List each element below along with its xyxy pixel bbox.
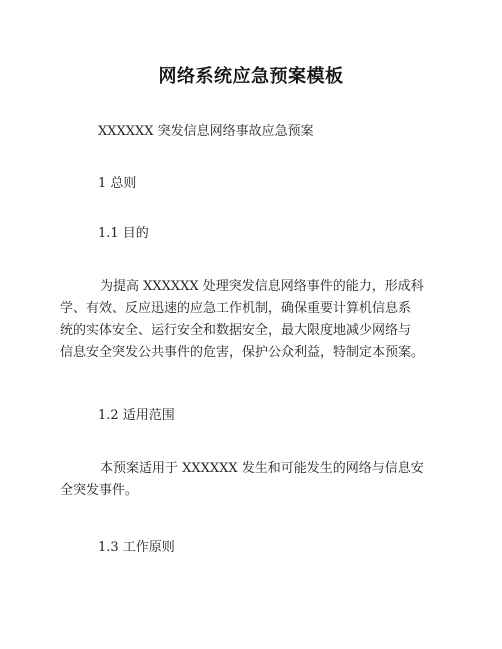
paragraph-line: 统的实体安全、运行安全和数据安全，最大限度地减少网络与 (60, 323, 412, 338)
section-heading-scope: 1.2 适用范围 (98, 408, 175, 423)
section-heading-principles: 1.3 工作原则 (98, 540, 175, 555)
paragraph-line: 本预案适用于 XXXXXX 发生和可能发生的网络与信息安 (100, 461, 424, 476)
paragraph-purpose (60, 276, 460, 364)
paragraph-line: 信息安全突发公共事件的危害，保护公众利益，特制定本预案。 (60, 345, 425, 360)
section-heading-general: 1 总则 (98, 176, 137, 191)
paragraph-line: 全突发事件。 (60, 483, 139, 498)
section-heading-purpose: 1.1 目的 (98, 226, 149, 241)
document-title: 网络系统应急预案模板 (158, 66, 344, 87)
paragraph-scope (60, 458, 460, 502)
paragraph-line: 学、有效、反应迅速的应急工作机制，确保重要计算机信息系 (60, 301, 412, 316)
plan-subtitle: XXXXXX 突发信息网络事故应急预案 (98, 124, 314, 139)
paragraph-line: 为提高 XXXXXX 处理突发信息网络事件的能力，形成科 (100, 279, 424, 294)
